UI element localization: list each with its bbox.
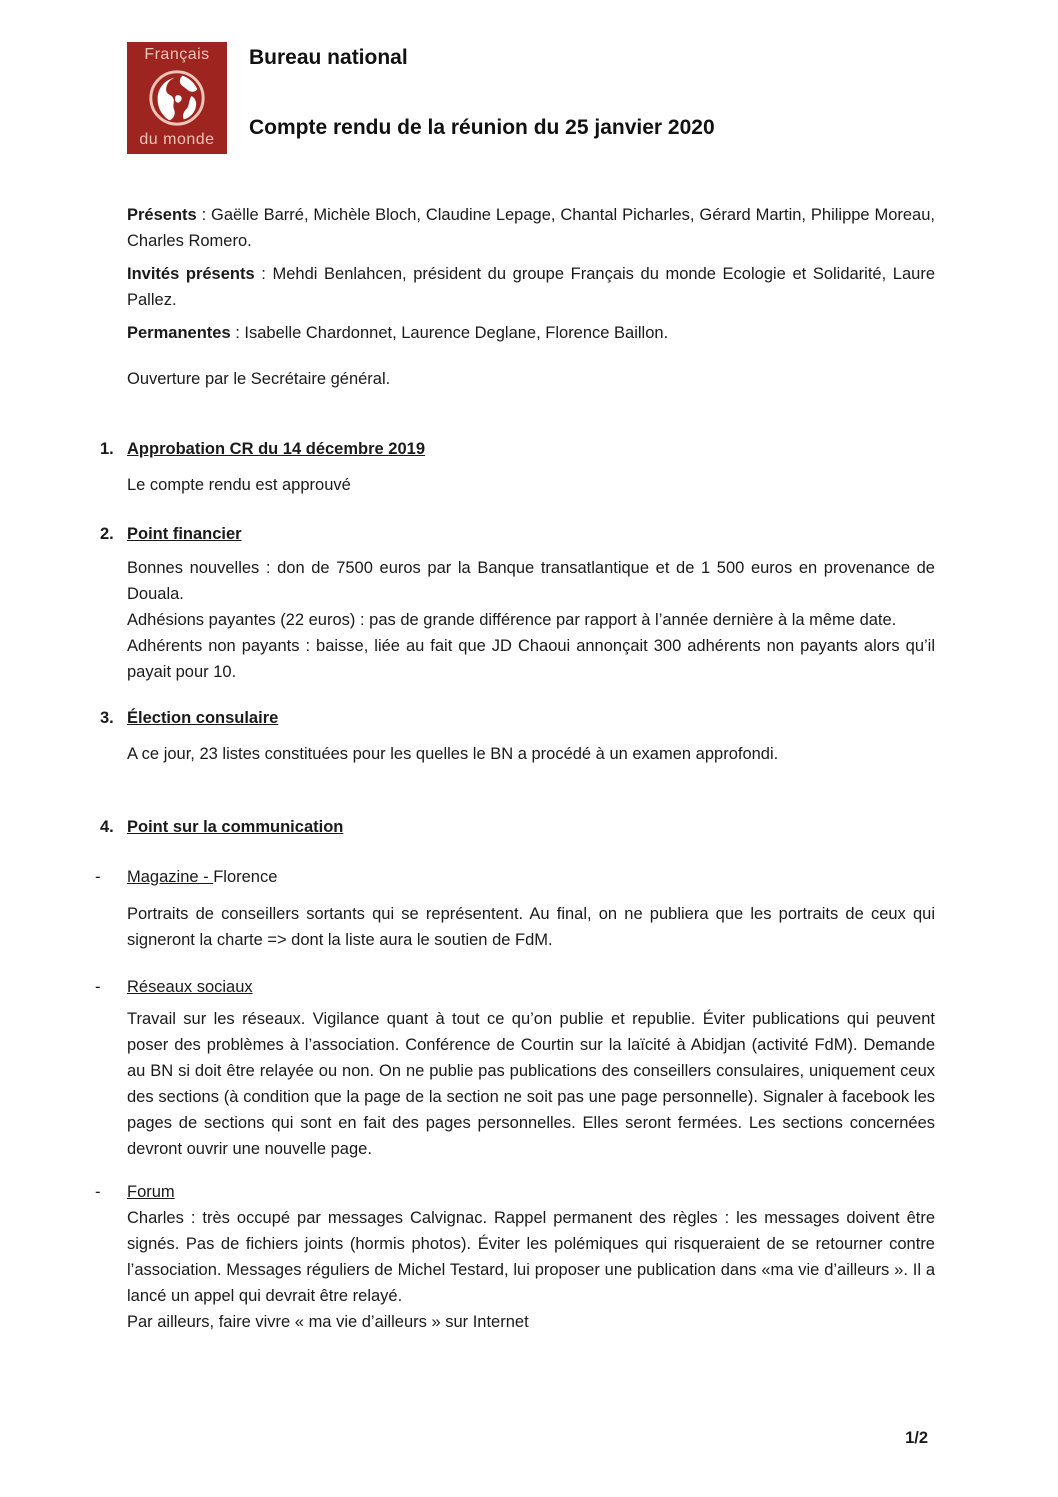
invites-label: Invités présents [127, 265, 255, 283]
bullet-forum-title: Forum [127, 1183, 175, 1201]
page-title: Bureau national [249, 46, 408, 69]
section-2-number: 2. [100, 525, 114, 543]
page-number: 1/2 [905, 1429, 928, 1447]
section-4-heading [100, 814, 935, 840]
bullet-forum-body-2: Par ailleurs, faire vivre « ma vie d’ailleurs » sur Internet [127, 1313, 529, 1331]
bullet-marker: - [95, 978, 101, 996]
invites-paragraph [127, 261, 935, 313]
document-body [95, 202, 935, 1335]
bullet-magazine-heading [95, 864, 935, 890]
section-3-title: Élection consulaire [127, 709, 279, 727]
bullet-magazine-body: Portraits de conseillers sortants qui se représentent. Au final, on ne publiera que les portraits de ceux qui signeront la charte => dont la liste aura le soutien de FdM. [127, 905, 935, 949]
section-2-body [127, 555, 935, 685]
presents-paragraph [127, 202, 935, 254]
section-2-line-1: Bonnes nouvelles : don de 7500 euros par la Banque transatlantique et de 1 500 euros en provenance de Douala. [127, 559, 935, 603]
section-1-title: Approbation CR du 14 décembre 2019 [127, 440, 425, 458]
bullet-forum-heading [95, 1179, 935, 1205]
section-3-heading [100, 705, 935, 731]
bullet-magazine-owner: Florence [213, 868, 278, 886]
section-3-body: A ce jour, 23 listes constituées pour les quelles le BN a procédé à un examen approfondi. [127, 745, 779, 763]
section-2-heading [100, 521, 935, 547]
section-4-number: 4. [100, 818, 114, 836]
section-2-line-3: Adhérents non payants : baisse, liée au fait que JD Chaoui annonçait 300 adhérents non payants alors qu’il payait pour 10. [127, 637, 935, 681]
document-header [127, 42, 935, 154]
title-block [249, 42, 715, 141]
bullet-magazine-title-line [127, 864, 277, 890]
bullet-magazine-title: Magazine - [127, 868, 214, 886]
section-1-body: Le compte rendu est approuvé [127, 476, 351, 494]
globe-icon [146, 66, 208, 128]
section-1-heading [100, 436, 935, 462]
section-1-number: 1. [100, 440, 114, 458]
fdm-logo [127, 42, 227, 154]
section-2-line-2: Adhésions payantes (22 euros) : pas de grande différence par rapport à l’année dernière à la même date. [127, 611, 897, 629]
bullet-marker: - [95, 868, 101, 886]
section-4-title: Point sur la communication [127, 818, 344, 836]
logo-text-bottom: du monde [139, 131, 215, 148]
logo-text-top: Français [144, 46, 210, 63]
page-subtitle: Compte rendu de la réunion du 25 janvier 2020 [249, 116, 715, 139]
section-2-title: Point financier [127, 525, 242, 543]
bullet-reseaux-heading [95, 974, 935, 1000]
bullet-forum-body: Charles : très occupé par messages Calvignac. Rappel permanent des règles : les messages doivent être signés. Pas de fichiers joints (hormis photos). Éviter les polémiques qui risqueraient de se retourner contre l’association. Messages réguliers de Michel Testard, lui proposer une publication dans «ma vie d’ailleurs ». Il a lancé un appel qui devrait être relayé. [127, 1209, 935, 1305]
section-3-number: 3. [100, 709, 114, 727]
ouverture-paragraph: Ouverture par le Secrétaire général. [127, 370, 391, 388]
presents-names: : Gaëlle Barré, Michèle Bloch, Claudine Lepage, Chantal Picharles, Gérard Martin, Philippe Moreau, Charles Romero. [127, 206, 935, 250]
permanentes-label: Permanentes [127, 324, 231, 342]
bullet-marker: - [95, 1183, 101, 1201]
bullet-reseaux-body: Travail sur les réseaux. Vigilance quant à tout ce qu’on publie et republie. Éviter publications qui peuvent poser des problèmes à l’association. Conférence de Courtin sur la laïcité à Abidjan (activité FdM). Demande au BN si doit être relayée ou non. On ne publie pas publications des conseillers consulaires, uniquement ceux des sections (à condition que la page de la section ne soit pas une page personnelle). Signaler à facebook les pages de sections qui sont en fait des pages personnelles. Elles seront fermées. Les sections concernées devront ouvrir une nouvelle page. [127, 1010, 935, 1158]
presents-label: Présents [127, 206, 197, 224]
permanentes-names: : Isabelle Chardonnet, Laurence Deglane, Florence Baillon. [230, 324, 669, 342]
invites-names: : Mehdi Benlahcen, président du groupe Français du monde Ecologie et Solidarité, Laure Pallez. [127, 265, 935, 309]
bullet-reseaux-title: Réseaux sociaux [127, 978, 253, 996]
permanentes-paragraph [127, 320, 935, 346]
